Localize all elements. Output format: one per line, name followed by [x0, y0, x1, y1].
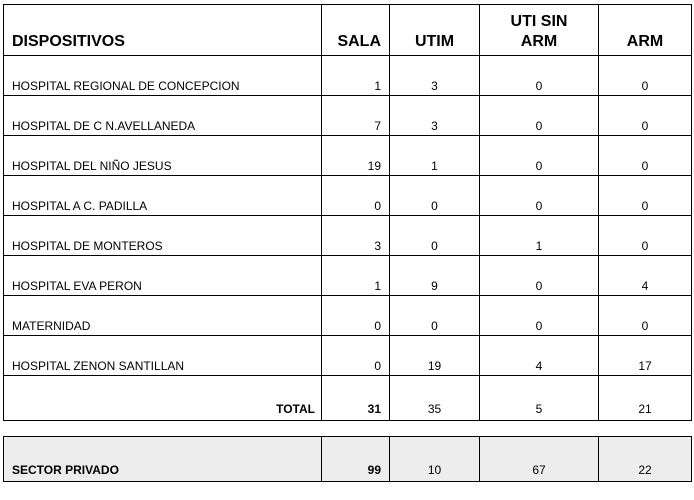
total-sala: 31 [322, 376, 390, 421]
arm-value: 0 [599, 296, 692, 336]
hospital-name: HOSPITAL EVA PERON [4, 256, 322, 296]
header-arm: ARM [599, 5, 692, 56]
arm-value: 4 [599, 256, 692, 296]
header-uti-sin-arm-line2: ARM [520, 33, 558, 50]
sala-value: 0 [322, 336, 390, 376]
sala-value: 0 [322, 176, 390, 216]
hospital-name: HOSPITAL DEL NIÑO JESUS [4, 136, 322, 176]
arm-value: 0 [599, 96, 692, 136]
sala-value: 7 [322, 96, 390, 136]
uti-sin-arm-value: 0 [480, 56, 599, 96]
utim-value: 1 [390, 136, 480, 176]
total-row [4, 376, 692, 421]
arm-value: 17 [599, 336, 692, 376]
sala-value: 1 [322, 56, 390, 96]
header-sala: SALA [322, 5, 390, 56]
hospital-name: HOSPITAL DE MONTEROS [4, 216, 322, 256]
uti-sin-arm-value: 1 [480, 216, 599, 256]
sala-value: 0 [322, 296, 390, 336]
utim-value: 0 [390, 216, 480, 256]
sala-value: 19 [322, 136, 390, 176]
hospital-name: HOSPITAL ZENON SANTILLAN [4, 336, 322, 376]
arm-value: 0 [599, 56, 692, 96]
uti-sin-arm-value: 0 [480, 296, 599, 336]
utim-value: 3 [390, 56, 480, 96]
utim-value: 9 [390, 256, 480, 296]
private-sala: 99 [322, 437, 390, 482]
uti-sin-arm-value: 0 [480, 96, 599, 136]
header-row [4, 5, 692, 56]
header-utim: UTIM [390, 5, 480, 56]
utim-value: 0 [390, 176, 480, 216]
table-row [4, 176, 692, 216]
table-row [4, 136, 692, 176]
arm-value: 0 [599, 176, 692, 216]
total-uti-sin-arm: 5 [480, 376, 599, 421]
private-sector-table [3, 436, 692, 482]
private-utim: 10 [390, 437, 480, 482]
table-row [4, 56, 692, 96]
uti-sin-arm-value: 0 [480, 136, 599, 176]
total-label: TOTAL [4, 376, 322, 421]
hospital-name: HOSPITAL REGIONAL DE CONCEPCION [4, 56, 322, 96]
utim-value: 3 [390, 96, 480, 136]
total-arm: 21 [599, 376, 692, 421]
private-sector-label: SECTOR PRIVADO [4, 437, 322, 482]
sala-value: 1 [322, 256, 390, 296]
private-uti-sin-arm: 67 [480, 437, 599, 482]
table-row [4, 336, 692, 376]
sala-value: 3 [322, 216, 390, 256]
arm-value: 0 [599, 136, 692, 176]
hospital-name: MATERNIDAD [4, 296, 322, 336]
private-arm: 22 [599, 437, 692, 482]
header-uti-sin-arm-line1: UTI SIN [510, 13, 568, 30]
uti-sin-arm-value: 0 [480, 176, 599, 216]
uti-sin-arm-value: 4 [480, 336, 599, 376]
table-row [4, 256, 692, 296]
hospital-name: HOSPITAL A C. PADILLA [4, 176, 322, 216]
devices-table [3, 4, 692, 421]
header-dispositivos: DISPOSITIVOS [4, 5, 322, 56]
private-sector-row [4, 437, 692, 482]
utim-value: 19 [390, 336, 480, 376]
hospital-name: HOSPITAL DE C N.AVELLANEDA [4, 96, 322, 136]
table-row [4, 96, 692, 136]
arm-value: 0 [599, 216, 692, 256]
table-row [4, 216, 692, 256]
uti-sin-arm-value: 0 [480, 256, 599, 296]
header-uti-sin-arm [480, 5, 599, 56]
table-row [4, 296, 692, 336]
utim-value: 0 [390, 296, 480, 336]
total-utim: 35 [390, 376, 480, 421]
